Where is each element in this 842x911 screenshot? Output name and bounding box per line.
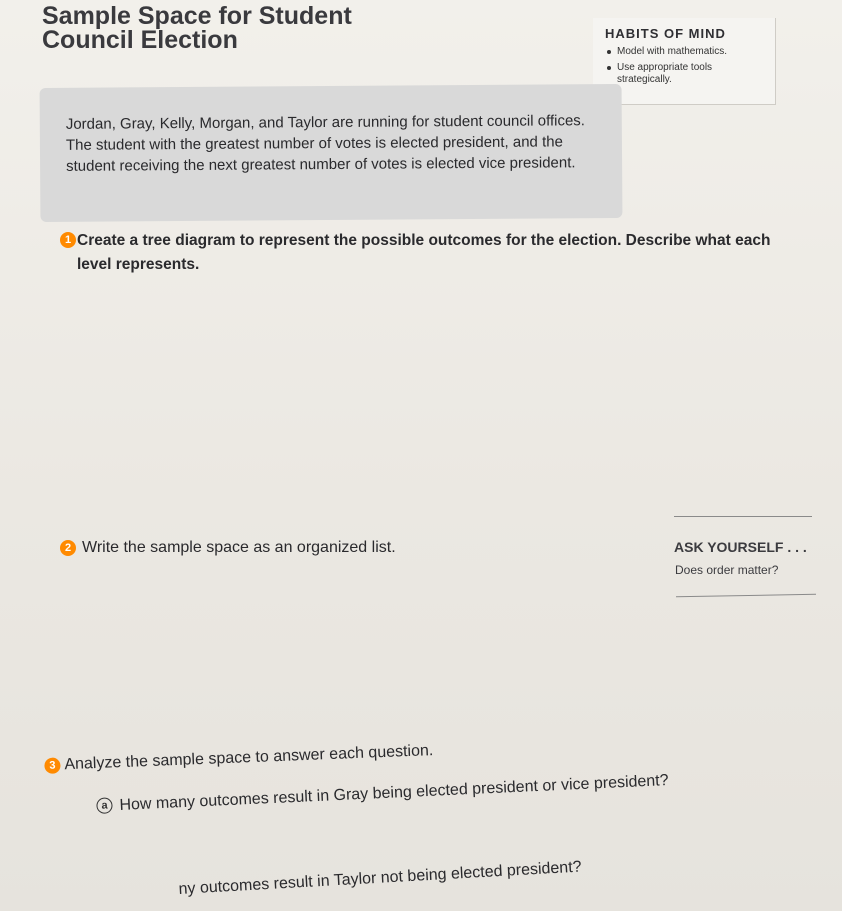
question-1-number-badge: 1: [60, 232, 76, 248]
ask-yourself-bottom-rule: [676, 594, 816, 597]
page-title-line1: Sample Space for Student: [42, 2, 352, 30]
habits-of-mind-list: [605, 46, 767, 86]
habit-item-model: Model with mathematics.: [605, 46, 767, 58]
scenario-text: Jordan, Gray, Kelly, Morgan, and Taylor are running for student council offices. The student with the greatest number of votes is elected president, and the student receiving the next greatest number of votes is elected vice president.: [65, 112, 586, 175]
page-title-line2: Council Election: [42, 26, 238, 54]
question-3-number-badge: 3: [44, 757, 61, 774]
question-3a-text: How many outcomes result in Gray being elected president or vice president?: [119, 772, 669, 814]
question-1-text: Create a tree diagram to represent the possible outcomes for the election. Describe what each level represents.: [77, 232, 771, 273]
ask-yourself-title: ASK YOURSELF . . .: [674, 539, 807, 555]
question-3b: [178, 855, 582, 901]
question-2-text: Write the sample space as an organized list.: [82, 539, 396, 556]
habits-of-mind-title: HABITS OF MIND: [605, 26, 726, 41]
question-1: [60, 229, 780, 277]
question-3a: [96, 769, 669, 819]
question-3a-letter-badge: a: [96, 797, 113, 814]
question-3b-text: ny outcomes result in Taylor not being elected president?: [178, 858, 582, 898]
question-2-number-badge: 2: [60, 540, 76, 556]
ask-yourself-question: Does order matter?: [675, 563, 779, 577]
ask-yourself-top-rule: [674, 516, 812, 517]
habit-item-tools: Use appropriate tools strategically.: [605, 62, 767, 86]
scenario-box: [40, 84, 623, 222]
question-2: [60, 536, 396, 560]
question-3-text: Analyze the sample space to answer each question.: [64, 742, 434, 774]
question-3: [44, 739, 434, 778]
